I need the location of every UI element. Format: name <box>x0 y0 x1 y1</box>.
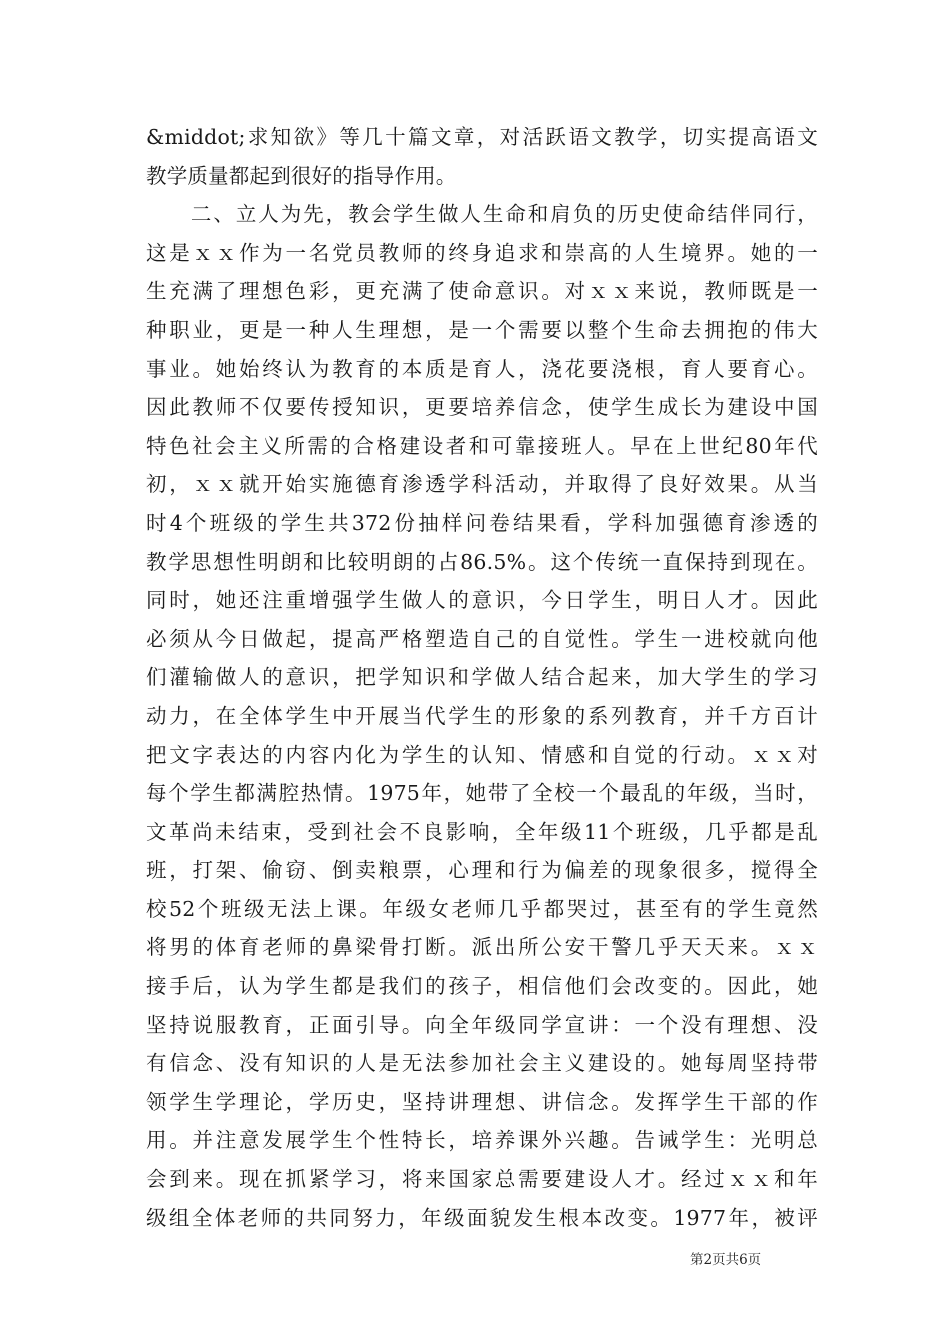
text-line: 生充满了理想色彩，更充满了使命意识。对ｘｘ来说，教师既是一 <box>146 279 818 304</box>
text-line: 会到来。现在抓紧学习，将来国家总需要建设人才。经过ｘｘ和年 <box>146 1167 818 1192</box>
text-line: 教学思想性明朗和比较明朗的占86.5%。这个传统一直保持到现在。 <box>146 549 818 574</box>
text-line: 接手后，认为学生都是我们的孩子，相信他们会改变的。因此，她 <box>146 974 818 999</box>
text-line: 因此教师不仅要传授知识，更要培养信念，使学生成长为建设中国 <box>146 395 818 420</box>
text-line: 有信念、没有知识的人是无法参加社会主义建设的。她每周坚持带 <box>146 1051 818 1076</box>
text-line: 二、立人为先，教会学生做人生命和肩负的历史使命结伴同行， <box>146 202 818 227</box>
text-line: 文革尚未结束，受到社会不良影响，全年级11个班级，几乎都是乱 <box>146 819 818 844</box>
text-line: 这是ｘｘ作为一名党员教师的终身追求和崇高的人生境界。她的一 <box>146 240 818 265</box>
page-number-footer: 第2页共6页 <box>690 1252 762 1268</box>
text-line: 级组全体老师的共同努力，年级面貌发生根本改变。1977年，被评 <box>146 1205 818 1230</box>
text-line: 动力，在全体学生中开展当代学生的形象的系列教育，并千方百计 <box>146 703 818 728</box>
text-line: 特色社会主义所需的合格建设者和可靠接班人。早在上世纪80年代 <box>146 433 818 458</box>
text-line: 必须从今日做起，提高严格塑造自己的自觉性。学生一进校就向他 <box>146 626 818 651</box>
text-line: 们灌输做人的意识，把学知识和学做人结合起来，加大学生的学习 <box>146 665 818 690</box>
text-line: 教学质量都起到很好的指导作用。 <box>146 163 457 188</box>
document-body <box>146 118 818 1237</box>
text-line: 初，ｘｘ就开始实施德育渗透学科活动，并取得了良好效果。从当 <box>146 472 818 497</box>
text-line: 领学生学理论，学历史，坚持讲理想、讲信念。发挥学生干部的作 <box>146 1089 818 1114</box>
text-line: 把文字表达的内容内化为学生的认知、情感和自觉的行动。ｘｘ对 <box>146 742 818 767</box>
text-line: 班，打架、偷窃、倒卖粮票，心理和行为偏差的现象很多，搅得全 <box>146 858 818 883</box>
text-line: 校52个班级无法上课。年级女老师几乎都哭过，甚至有的学生竟然 <box>146 896 818 921</box>
text-line: &middot;求知欲》等几十篇文章，对活跃语文教学，切实提高语文 <box>146 125 818 149</box>
text-line: 种职业，更是一种人生理想，是一个需要以整个生命去拥抱的伟大 <box>146 317 818 342</box>
text-line: 时4个班级的学生共372份抽样问卷结果看，学科加强德育渗透的 <box>146 510 818 535</box>
text-line: 坚持说服教育，正面引导。向全年级同学宣讲：一个没有理想、没 <box>146 1012 818 1037</box>
text-line: 每个学生都满腔热情。1975年，她带了全校一个最乱的年级，当时， <box>146 781 818 806</box>
text-line: 同时，她还注重增强学生做人的意识，今日学生，明日人才。因此 <box>146 588 818 613</box>
text-line: 用。并注意发展学生个性特长，培养课外兴趣。告诫学生：光明总 <box>146 1128 818 1153</box>
text-line: 将男的体育老师的鼻梁骨打断。派出所公安干警几乎天天来。ｘｘ <box>146 935 818 960</box>
text-line: 事业。她始终认为教育的本质是育人，浇花要浇根，育人要育心。 <box>146 356 818 381</box>
